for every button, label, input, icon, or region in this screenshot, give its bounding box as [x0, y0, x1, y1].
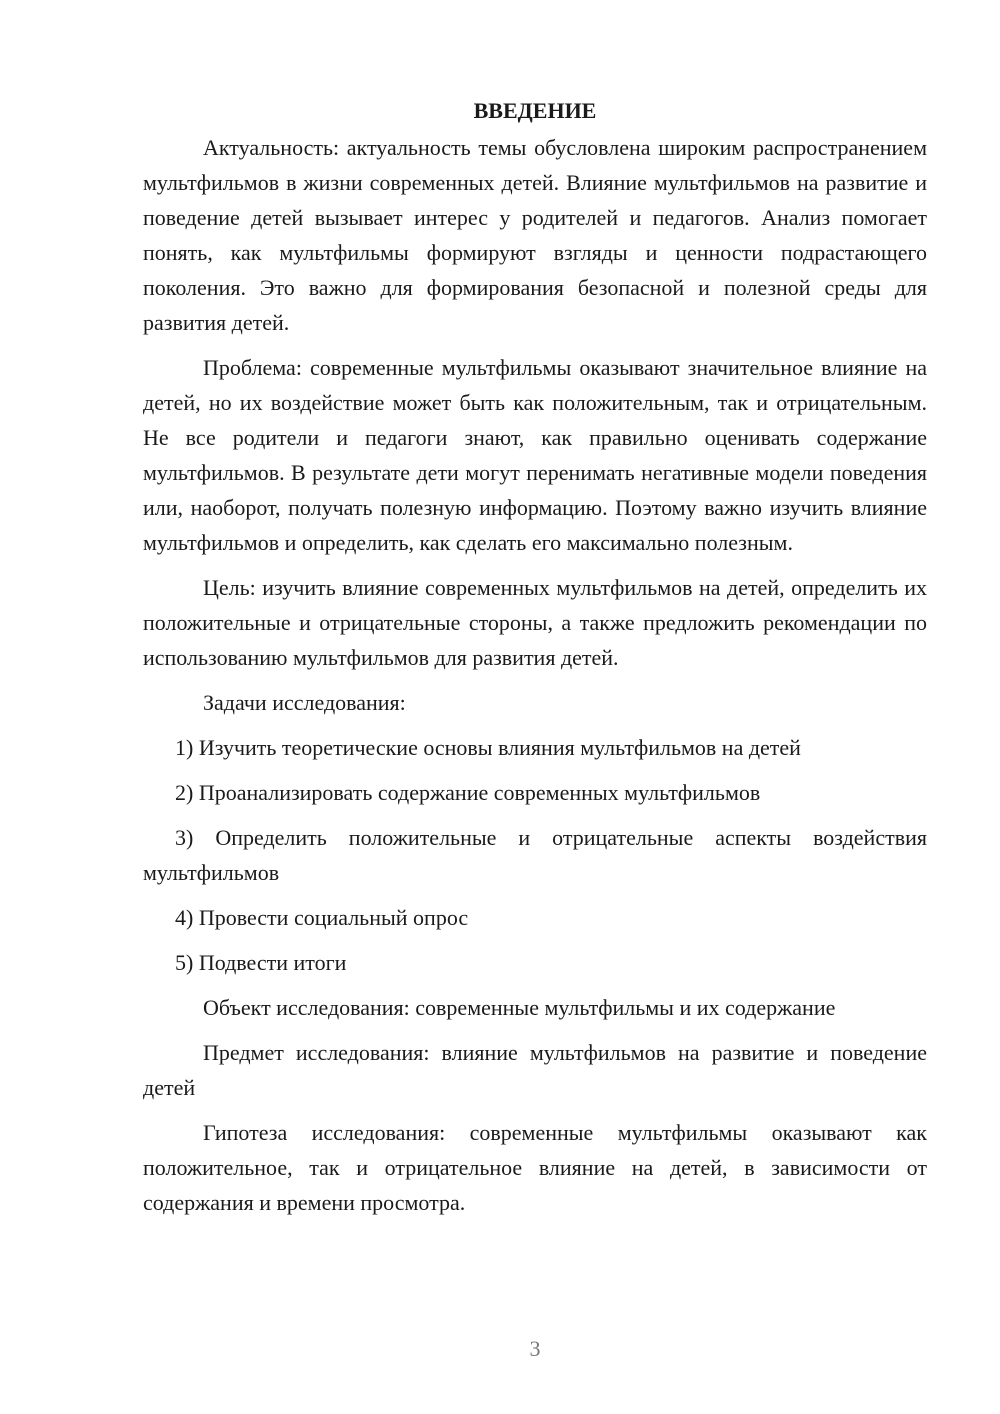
relevance-paragraph: Актуальность: актуальность темы обусловлена широким распространением мультфильмов в жизни современных детей. Влияние мультфильмов на развитие и поведение детей вызывает интерес у родителей и педагогов. Анализ помогает понять, как мультфильмы формируют взгляды и ценности подрастающего поколения. Это важно для формирования безопасной и полезной среды для развития детей. [143, 135, 927, 335]
task-item: 3) Определить положительные и отрицательные аспекты воздействия мультфильмов [143, 825, 927, 885]
task-item: 5) Подвести итоги [175, 950, 347, 975]
research-subject-paragraph: Предмет исследования: влияние мультфильмов на развитие и поведение детей [143, 1040, 927, 1100]
research-object-paragraph: Объект исследования: современные мультфильмы и их содержание [203, 995, 836, 1020]
goal-paragraph: Цель: изучить влияние современных мультфильмов на детей, определить их положительные и отрицательные стороны, а также предложить рекомендации по использованию мультфильмов для развития детей. [143, 575, 927, 670]
page-title: ВВЕДЕНИЕ [473, 98, 597, 123]
tasks-heading: Задачи исследования: [203, 690, 406, 715]
page-number: 3 [529, 1336, 541, 1361]
task-item: 2) Проанализировать содержание современных мультфильмов [175, 780, 761, 805]
problem-paragraph: Проблема: современные мультфильмы оказывают значительное влияние на детей, но их воздействие может быть как положительным, так и отрицательным. Не все родители и педагоги знают, как правильно оценивать содержание мультфильмов. В результате дети могут перенимать негативные модели поведения или, наоборот, получать полезную информацию. Поэтому важно изучить влияние мультфильмов и определить, как сделать его максимально полезным. [143, 355, 927, 555]
task-item: 1) Изучить теоретические основы влияния мультфильмов на детей [175, 735, 801, 760]
page-content [143, 93, 927, 1230]
task-item: 4) Провести социальный опрос [175, 905, 469, 930]
hypothesis-paragraph: Гипотеза исследования: современные мультфильмы оказывают как положительное, так и отрицательное влияние на детей, в зависимости от содержания и времени просмотра. [143, 1120, 927, 1215]
